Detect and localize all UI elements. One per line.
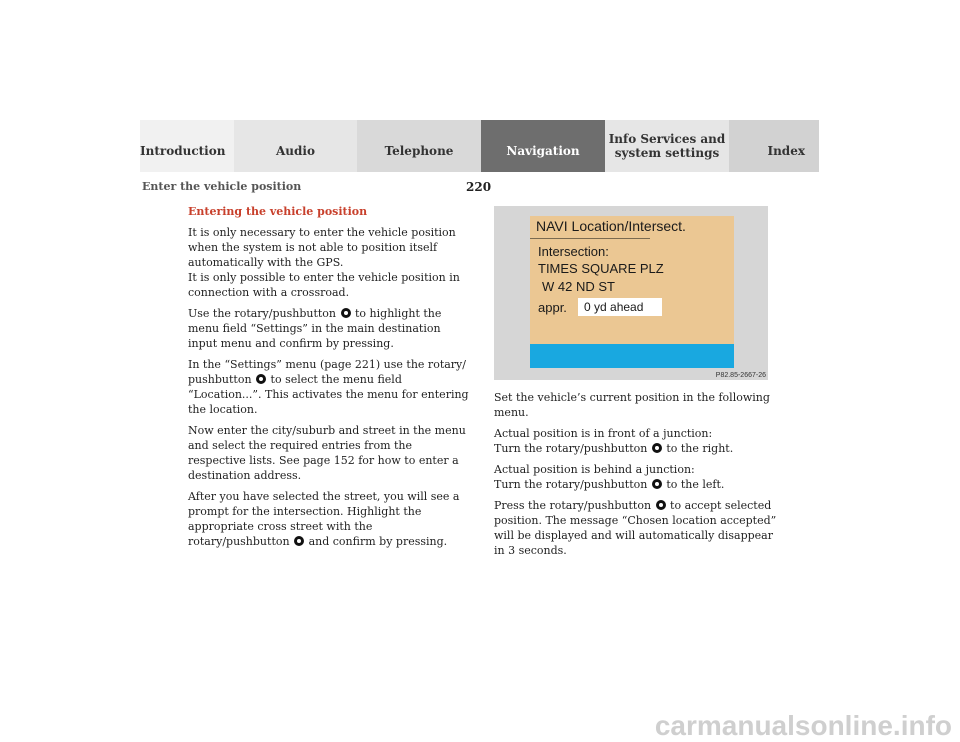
approach-label: appr. (538, 300, 567, 315)
divider (530, 238, 650, 239)
paragraph-text: to select the menu field “Location...”. This activates the menu for entering the location. (188, 373, 469, 416)
paragraph-text: It is only possible to enter the vehicle position in connection with a crossroad. (188, 271, 460, 299)
paragraph-text: In the “Settings” menu (page 221) use the rotary/ pushbutton (188, 358, 466, 386)
paragraph-text: Press the rotary/pushbutton (494, 499, 652, 512)
paragraph-text: After you have selected the street, you will see a prompt for the intersection. Highlight the appropriate cross street with the rotary/pushbutton (188, 490, 460, 548)
paragraph-text: Turn the rotary/pushbutton (494, 442, 648, 455)
rotary-pushbutton-icon (656, 500, 666, 510)
paragraph-text: to accept selected position. The message “Chosen location accepted” will be displayed and will automatically disappear in 3 seconds. (494, 499, 777, 557)
running-head: Enter the vehicle position (142, 180, 302, 193)
left-column (188, 204, 473, 555)
paragraph (188, 489, 473, 549)
tab-index-label: Index (767, 144, 805, 158)
rotary-pushbutton-icon (294, 536, 304, 546)
paragraph-text: to the right. (666, 442, 734, 455)
paragraph-text: Use the rotary/pushbutton (188, 307, 337, 320)
watermark: carmanualsonline.info (654, 710, 952, 741)
screen-status-bar (530, 344, 734, 368)
paragraph-text: Actual position is in front of a junction: (494, 427, 713, 440)
tab-audio-label: Audio (276, 144, 315, 158)
street-name-1: TIMES SQUARE PLZ (538, 261, 664, 276)
tab-index[interactable] (729, 120, 819, 172)
paragraph-text: to the left. (666, 478, 725, 491)
page-number: 220 (466, 180, 492, 194)
figure-code: P82.85-2667-26 (715, 372, 766, 379)
tab-info-label-line2: system settings (614, 146, 720, 160)
paragraph (494, 498, 779, 558)
tab-telephone-label: Telephone (384, 144, 454, 158)
tab-introduction-label: Introduction (140, 144, 226, 158)
tab-audio[interactable] (234, 120, 357, 172)
paragraph: Now enter the city/suburb and street in the menu and select the required entries from the respective lists. See page 152 for how to enter a destination address. (188, 424, 466, 482)
tab-telephone[interactable] (357, 120, 481, 172)
tab-navigation-label: Navigation (506, 144, 580, 158)
section-title: Entering the vehicle position (188, 205, 368, 218)
approach-distance-field: 0 yd ahead (578, 298, 662, 316)
paragraph-text: Turn the rotary/pushbutton (494, 478, 648, 491)
paragraph-text: It is only necessary to enter the vehicle position when the system is not able to position itself automatically with the GPS. (188, 226, 456, 269)
rotary-pushbutton-icon (256, 374, 266, 384)
street-name-2: W 42 ND ST (542, 279, 615, 294)
rotary-pushbutton-icon (652, 479, 662, 489)
paragraph (494, 462, 779, 492)
paragraph: Set the vehicle’s current position in the following menu. (494, 391, 770, 419)
tab-info-services[interactable] (605, 120, 729, 172)
rotary-pushbutton-icon (652, 443, 662, 453)
paragraph (188, 357, 473, 417)
screen-title: NAVI Location/Intersect. (536, 218, 686, 234)
intersection-label: Intersection: (538, 244, 609, 259)
right-column (494, 390, 779, 564)
tab-navigation[interactable] (481, 120, 605, 172)
navigation-display-figure (494, 206, 768, 380)
tab-introduction[interactable] (140, 120, 234, 172)
paragraph-text: and confirm by pressing. (308, 535, 448, 548)
paragraph (188, 306, 473, 351)
paragraph-text: to highlight the menu field “Settings” in the main destination input menu and confirm by pressing. (188, 307, 442, 350)
rotary-pushbutton-icon (341, 308, 351, 318)
tab-info-label-line1: Info Services and (608, 132, 726, 146)
paragraph (188, 225, 473, 300)
paragraph (494, 426, 779, 456)
section-tab-bar (140, 120, 819, 172)
paragraph-text: Actual position is behind a junction: (494, 463, 695, 476)
navi-screen (530, 216, 734, 356)
